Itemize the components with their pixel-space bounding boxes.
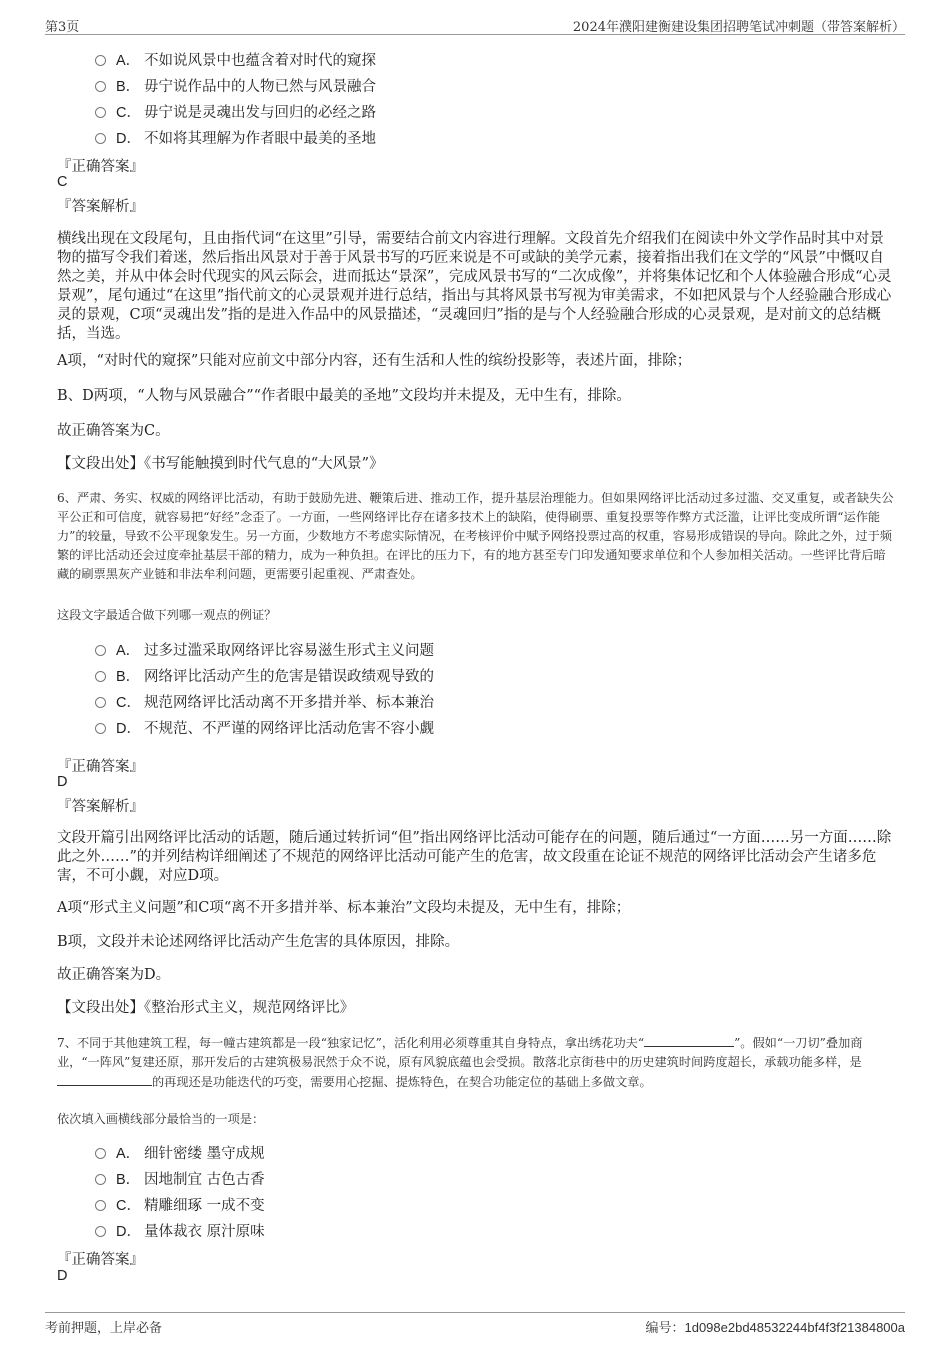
q6-source: 【文段出处】《整治形式主义，规范网络评比》	[57, 1000, 355, 1016]
blank-2	[57, 1072, 152, 1086]
page-header	[45, 14, 905, 35]
q7-option-b[interactable]: B． 因地制宜 古色古香	[95, 1165, 265, 1191]
radio-icon[interactable]	[95, 697, 106, 708]
radio-icon[interactable]	[95, 1226, 106, 1237]
radio-icon[interactable]	[95, 133, 106, 144]
q6-option-c[interactable]: C． 规范网络评比活动离不开多措并举、标本兼治	[95, 688, 434, 714]
q5-note-a: A项，“对时代的窥探”只能对应前文中部分内容，还有生活和人性的缤纷投影等，表述片面，排除；	[57, 353, 692, 369]
q6-note-ac: A项“形式主义问题”和C项“离不开多措并举、标本兼治”文段均未提及，无中生有，排除；	[57, 900, 631, 916]
radio-icon[interactable]	[95, 1200, 106, 1211]
page-number: 第3页	[45, 20, 80, 35]
document-code: 编号：1d098e2bd48532244bf4f3f21384800a	[645, 1320, 905, 1336]
q7-options	[95, 1139, 265, 1243]
q7-option-d[interactable]: D． 量体裁衣 原汁原味	[95, 1217, 265, 1243]
q6-answer: D	[57, 774, 68, 790]
radio-icon[interactable]	[95, 645, 106, 656]
radio-icon[interactable]	[95, 107, 106, 118]
q5-option-a[interactable]: A． 不如说风景中也蕴含着对时代的窥探	[95, 46, 376, 72]
q7-option-c[interactable]: C． 精雕细琢 一成不变	[95, 1191, 265, 1217]
q6-options	[95, 636, 434, 740]
q6-answer-label: 『正确答案』	[57, 759, 144, 775]
q6-analysis: 文段开篇引出网络评比活动的话题，随后通过转折词“但”指出网络评比活动可能存在的问题，随后通过“一方面……另一方面……除此之外……”的并列结构详细阐述了不规范的网络评比活动可能产生的危害，故文段重在论证不规范的网络评比活动会产生诸多危害，不可小觑，对应D项。	[57, 830, 892, 884]
q5-analysis-label: 『答案解析』	[57, 199, 144, 215]
q5-note-bd: B、D两项，“人物与风景融合”“作者眼中最美的圣地”文段均并未提及，无中生有，排除。	[57, 388, 631, 404]
radio-icon[interactable]	[95, 671, 106, 682]
q7-prompt: 依次填入画横线部分最恰当的一项是：	[57, 1112, 265, 1126]
radio-icon[interactable]	[95, 55, 106, 66]
q6-prompt: 这段文字最适合做下列哪一观点的例证？	[57, 608, 277, 622]
q6-option-b[interactable]: B． 网络评比活动产生的危害是错误政绩观导致的	[95, 662, 434, 688]
q5-source: 【文段出处】《书写能触摸到时代气息的“大风景”》	[57, 456, 384, 472]
blank-1	[644, 1033, 734, 1047]
q6-analysis-label: 『答案解析』	[57, 799, 144, 815]
q5-option-d[interactable]: D． 不如将其理解为作者眼中最美的圣地	[95, 124, 376, 150]
q6-note-b: B项，文段并未论述网络评比活动产生危害的具体原因，排除。	[57, 934, 460, 950]
q5-conclusion: 故正确答案为C。	[57, 423, 170, 439]
q5-answer: C	[57, 174, 68, 190]
radio-icon[interactable]	[95, 81, 106, 92]
q7-answer-label: 『正确答案』	[57, 1252, 144, 1268]
q5-option-b[interactable]: B． 毋宁说作品中的人物已然与风景融合	[95, 72, 376, 98]
document-title: 2024年濮阳建衡建设集团招聘笔试冲刺题（带答案解析）	[572, 20, 905, 35]
footer-slogan: 考前押题，上岸必备	[45, 1321, 163, 1336]
q7-answer: D	[57, 1268, 68, 1284]
radio-icon[interactable]	[95, 723, 106, 734]
page-footer	[45, 1312, 905, 1337]
q7-option-a[interactable]: A． 细针密缕 墨守成规	[95, 1139, 265, 1165]
q6-conclusion: 故正确答案为D。	[57, 967, 171, 983]
q5-options	[95, 46, 376, 150]
q6-option-d[interactable]: D． 不规范、不严谨的网络评比活动危害不容小觑	[95, 714, 434, 740]
q7-question-text: 7、不同于其他建筑工程，每一幢古建筑都是一段“独家记忆”，活化利用必须尊重其自身特点，拿出绣花功夫“ ”。假如“一刀切”叠加商业，“一阵风”复建还原，那开发后的古建筑极易泯然于众不说，原有风貌底蕴也会受损。散落北京街巷中的历史建筑时间跨度超长，承载功能多样，是的再现还是功能迭代的巧变，需要用心挖掘、提炼特色，在契合功能定位的基础上多做文章。	[57, 1033, 895, 1092]
radio-icon[interactable]	[95, 1174, 106, 1185]
q5-option-c[interactable]: C． 毋宁说是灵魂出发与回归的必经之路	[95, 98, 376, 124]
q6-option-a[interactable]: A． 过多过滥采取网络评比容易滋生形式主义问题	[95, 636, 434, 662]
q5-analysis: 横线出现在文段尾句，且由指代词“在这里”引导，需要结合前文内容进行理解。文段首先介绍我们在阅读中外文学作品时其中对景物的描写令我们着迷，然后指出风景对于善于风景书写的巧匠来说是不可或缺的美学元素，接着指出我们在文学的“风景”中慨叹自然之美，并从中体会时代现实的风云际会，进而抵达“景深”，完成风景书写的“二次成像”，并将集体记忆和个人体验融合形成“心灵景观”，尾句通过“在这里”指代前文的心灵景观并进行总结，指出与其将风景书写视为审美需求，不如把风景与个人经验融合形成心灵的景观，C项“灵魂出发”指的是进入作品中的风景描述，“灵魂回归”指的是与个人经验融合形成的心灵景观，是对前文的总结概括，当选。	[57, 231, 892, 342]
q5-answer-label: 『正确答案』	[57, 159, 144, 175]
q6-question-text: 6、严肃、务实、权威的网络评比活动，有助于鼓励先进、鞭策后进、推动工作，提升基层治理能力。但如果网络评比活动过多过滥、交叉重复，或者缺失公平公正和可信度，就容易把“好经”念歪了。一方面，一些网络评比存在诸多技术上的缺陷，使得刷票、重复投票等作弊方式泛滥，让评比变成所谓“运作能力”的较量，导致不公平现象发生。另一方面，少数地方不考虑实际情况，在考核评价中赋予网络投票过高的权重，容易形成错误的导向。除此之外，过于频繁的评比活动还会过度牵扯基层干部的精力，成为一种负担。在评比的压力下，有的地方甚至专门印发通知要求单位和个人参加相关活动。一些评比背后暗藏的刷票黑灰产业链和非法牟利问题，更需要引起重视、严肃查处。	[57, 491, 894, 581]
radio-icon[interactable]	[95, 1148, 106, 1159]
